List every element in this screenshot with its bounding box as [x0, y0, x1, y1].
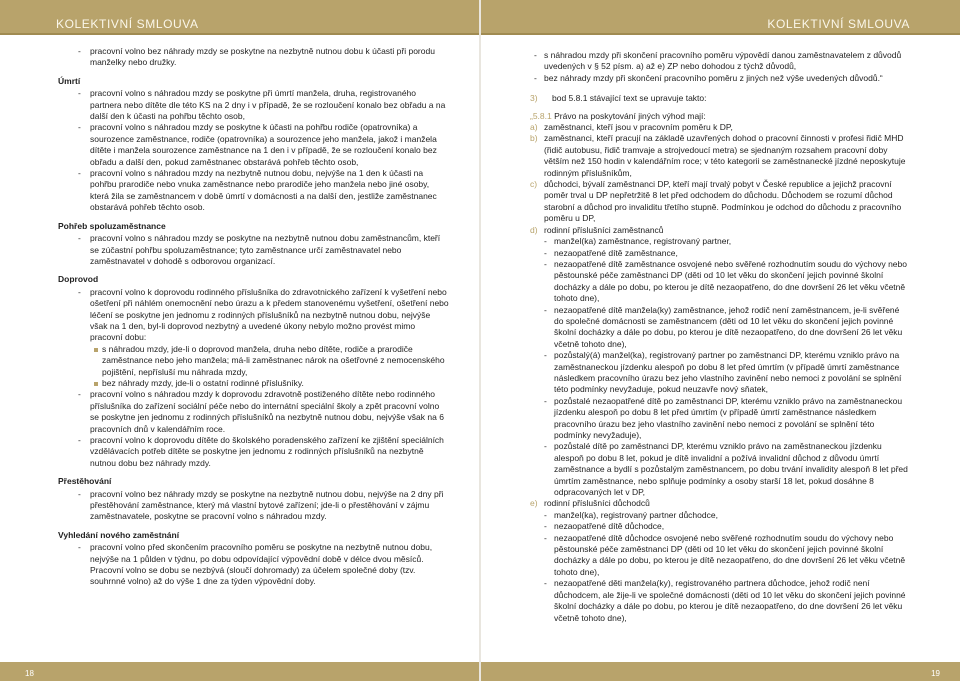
- item-label: d): [530, 224, 538, 235]
- sub-item: - nezaopatřené dítě zaměstnance,: [530, 248, 910, 259]
- item-label: e): [530, 498, 538, 509]
- list-item: - pracovní volno s náhradou mzdy se poskytne na nezbytně nutnou dobu zaměstnancům, kteří se zúčastní pohřbu spoluzaměstnance; tyto zaměstnance určí zaměstnavatel nebo zaměstnavatel v dohodě s odborovou organizací.: [58, 233, 450, 267]
- list-item: - s náhradou mzdy při skončení pracovního poměru výpovědí danou zaměstnavatelem z důvodů uvedených v § 52 písm. a) až e) ZP nebo dohodou z týchž důvodů,: [530, 50, 910, 73]
- list-item: - pracovní volno k doprovodu rodinného příslušníka do zdravotnického zařízení k vyšetření nebo ošetření při náhlém onemocnění nebo úrazu a k předem stanovenému vyšetření, ošetření nebo léčení se poskytne jen jednomu z rodinných příslušníků na nezbytně nutnou dobu, nejvýše však na 1 den, byl-li doprovod nezbytný a uvedené úkony nebylo možno provést mimo pracovní dobu:: [58, 287, 450, 344]
- sub-item: - nezaopatřené děti manžela(ky), registrovaného partnera důchodce, jehož rodič není důchodcem, ale žije-li ve společné domácnosti (děti od 10 let věku do skončení jejich povinné školní docházky a dále po dobu, po kterou je dítě nezaopatřeno, do dne dovršení 26 let věku včetně tohoto dne),: [530, 578, 910, 624]
- entitled-c: [530, 179, 910, 225]
- sub-item: - nezaopatřené dítě důchodce,: [530, 521, 910, 532]
- quote-text: Právo na poskytování jiných výhod mají:: [554, 110, 706, 121]
- list-item: - pracovní volno s náhradou mzdy na nezbytně nutnou dobu, nejvýše na 1 den k účasti na pohřbu prarodiče nebo vnuka zaměstnance nebo prarodiče jeho manžela nebo jiné osoby, která žila se zaměstnancem v době úmrtí v domácnosti a na další den, jestliže zaměstnanec obstarává pohřeb těchto osob.: [58, 168, 450, 214]
- section-heading: Pohřeb spoluzaměstnance: [58, 220, 166, 231]
- list-item: - pracovní volno před skončením pracovního poměru se poskytne na nezbytně nutnou dobu, nejvýše na 1 půlden v týdnu, po dobu odpovídající výpovědní době v délce dvou měsíců. Pracovní volno se dobu se nezbývá (sloučí dohromady) za účelem společné doby (tzv. souhrnné volno) až do výše 1 dne za týden výpovědní doby.: [58, 542, 450, 588]
- sub-item: - nezaopatřené dítě manžela(ky) zaměstnance, jehož rodič není zaměstnancem, je-li svěřené do společné domácnosti se zaměstnancem (děti od 10 let věku do skončení jejich povinné školní docházky a dále po dobu, po kterou je dítě nezaopatřeno, do dne dovršení 26 let věku včetně tohoto dne),: [530, 305, 910, 351]
- right-content: [530, 50, 910, 624]
- item-text: zaměstnanci, kteří jsou v pracovním poměru k DP,: [544, 122, 733, 133]
- section-heading: Úmrtí: [58, 75, 81, 86]
- bullet-item: bez náhrady mzdy, jde-li o ostatní rodinné příslušníky.: [58, 378, 450, 389]
- footer-band: [481, 662, 960, 681]
- sub-item: - manžel(ka), registrovaný partner důchodce,: [530, 510, 910, 521]
- sub-item: - pozůstalé dítě po zaměstnanci DP, kterému vzniklo právo na zaměstnaneckou jízdenku alespoň po dobu 8 let, pokud je dítě invalidní a požívá invalidní důchod z důvodu úmrtí zaměstnance a bydlí s pozůstalým zaměstnancem, po dobu trvání invalidity alespoň 8 let před úmrtím zaměstnance, nebo splňuje podmínky a osoby starší 18 let, pokud dosáhne 8 odpracovaných let v DP,: [530, 441, 910, 498]
- section-heading: Doprovod: [58, 274, 99, 285]
- footer-band: [0, 662, 479, 681]
- list-item: - bez náhrady mzdy při skončení pracovního poměru z jiných než výše uvedených důvodů.“: [530, 73, 910, 84]
- list-item: - pracovní volno s náhradou mzdy se poskytne při úmrtí manžela, druha, registrovaného partnera nebo dítěte dle této KS na 2 dny i v případě, že se rozloučení konalo bez obřadu a na další den k účasti na pohřbu těchto osob,: [58, 88, 450, 122]
- section-heading: Přestěhování: [58, 476, 112, 487]
- section-heading: Vyhledání nového zaměstnání: [58, 529, 180, 540]
- sub-item: - nezaopatřené dítě zaměstnance osvojené nebo svěřené rozhodnutím soudu do výchovy nebo pěstounské péče zaměstnanci DP (děti od 10 let věku do skončení jejich povinné školní docházky a dále po dobu, po kterou je dítě nezaopatřeno, do dne dovršení 26 let věku včetně tohoto dne),: [530, 259, 910, 305]
- list-item: - pracovní volno bez náhrady mzdy se poskytne na nezbytně nutnou dobu k účasti při porodu manželky nebo družky.: [58, 46, 450, 69]
- entitled-e: [530, 498, 910, 509]
- left-page: [0, 0, 479, 681]
- point-text: bod 5.8.1 stávající text se upravuje takto:: [552, 93, 707, 104]
- sub-item: - pozůstalé nezaopatřené dítě po zaměstnanci DP, kterému vzniklo právo na zaměstnaneckou jízdenku alespoň po dobu 8 let před úmrtím (v případě úmrtí zaměstnance následkem pracovního úrazu bez jeho vlastního zavinění nebo nemoci z povolání se splnění této podmínky nevyžaduje),: [530, 396, 910, 442]
- item-text: rodinní příslušníci zaměstnanců: [544, 224, 664, 235]
- sub-item: - nezaopatřené dítě důchodce osvojené nebo svěřené rozhodnutím soudu do výchovy nebo pěstounské péče zaměstnanci DP (děti od 10 let věku do skončení jejich povinné školní docházky a dále po dobu, po kterou je dítě nezaopatřeno, do dne dovršení 26 let věku včetně tohoto dne),: [530, 533, 910, 579]
- sub-item: - pozůstalý(á) manžel(ka), registrovaný partner po zaměstnanci DP, kterému vzniklo právo na zaměstnaneckou jízdenku alespoň po dobu 8 let před úmrtím (v případě úmrtí zaměstnance následkem pracovního úrazu bez jeho vlastního zavinění nebo nemoci z povolání se splnění této podmínky nevyžaduje, pokud neuzavře nový sňatek,: [530, 350, 910, 396]
- header-rule: [481, 33, 960, 35]
- quote-start: „5.8.1: [530, 110, 552, 121]
- header-rule: [0, 33, 479, 35]
- sub-item: - manžel(ka) zaměstnance, registrovaný partner,: [530, 236, 910, 247]
- item-text: zaměstnanci, kteří pracují na základě uzavřených dohod o pracovní činnosti v profesi řidič MHD (řidič autobusu, řidič tramvaje a strojvedoucí metra) se sjednaným rozsahem pracovní doby větším než 150 hodin v kalendářním roce; v této kategorii se zaměstnanecké jízdné neposkytuje rodinným příslušníkům,: [544, 133, 906, 178]
- item-label: b): [530, 133, 538, 144]
- item-text: rodinní příslušníci důchodců: [544, 498, 650, 509]
- entitled-b: [530, 133, 910, 179]
- left-content: [58, 46, 450, 588]
- list-item: - pracovní volno k doprovodu dítěte do školského poradenského zařízení ke zjištění speciálních vzdělávacích potřeb dítěte se poskytne jen jednomu z rodinných příslušníků na nezbytně nutnou dobu bez náhrady mzdy.: [58, 435, 450, 469]
- header-title: KOLEKTIVNÍ SMLOUVA: [767, 17, 910, 31]
- quote-heading: [530, 111, 910, 122]
- item-label: a): [530, 122, 538, 133]
- list-item: - pracovní volno s náhradou mzdy se poskytne k účasti na pohřbu rodiče (opatrovníka) a sourozence zaměstnance, rodiče (opatrovníka) a sourozence jeho manžela, jakož i manžela dítěte i manžela sourozence zaměstnance na 1 den i v případě, že se rozloučení konalo bez obřadu a další den, pokud zaměstnanec obstarává pohřeb těchto osob,: [58, 122, 450, 168]
- entitled-a: [530, 122, 910, 133]
- item-text: důchodci, bývalí zaměstnanci DP, kteří mají trvalý pobyt v České republice a jejichž pracovní poměr trval u DP nepřetržitě 8 let před odchodem do důchodu. Důchodem se rozumí důchod starobní a důchod pro invaliditu třetího stupně. Podmínkou je odchod do důchodu z pracovního poměru u DP,: [544, 179, 902, 224]
- page-number: 18: [25, 669, 34, 678]
- point-label: 3): [530, 93, 538, 104]
- page-number: 19: [931, 669, 940, 678]
- entitled-d: [530, 225, 910, 236]
- bullet-item: s náhradou mzdy, jde-li o doprovod manžela, druha nebo dítěte, rodiče a prarodiče zaměstnance nebo jeho manžela; má-li zaměstnanec nárok na ošetřovné z nemocenského pojištění, nepřísluší mu náhrada mzdy,: [58, 344, 450, 378]
- list-item: - pracovní volno s náhradou mzdy k doprovodu zdravotně postiženého dítěte nebo rodinného příslušníka do zařízení sociální péče nebo do internátní speciální školy a zpět pracovní volno se poskytne jen jednomu z rodinných příslušníků na nezbytně nutnou dobu, nejvýše však na 6 pracovních dnů v kalendářním roce.: [58, 389, 450, 435]
- list-item: - pracovní volno bez náhrady mzdy se poskytne na nezbytně nutnou dobu, nejvýše na 2 dny při přestěhování zaměstnance, který má vlastní bytové zařízení; jde-li o přestěhování v zájmu zaměstnavatele, poskytne se pracovní volno s náhradou mzdy.: [58, 489, 450, 523]
- item-label: c): [530, 179, 538, 190]
- amendment-point: [530, 93, 910, 104]
- header-title: KOLEKTIVNÍ SMLOUVA: [56, 17, 199, 31]
